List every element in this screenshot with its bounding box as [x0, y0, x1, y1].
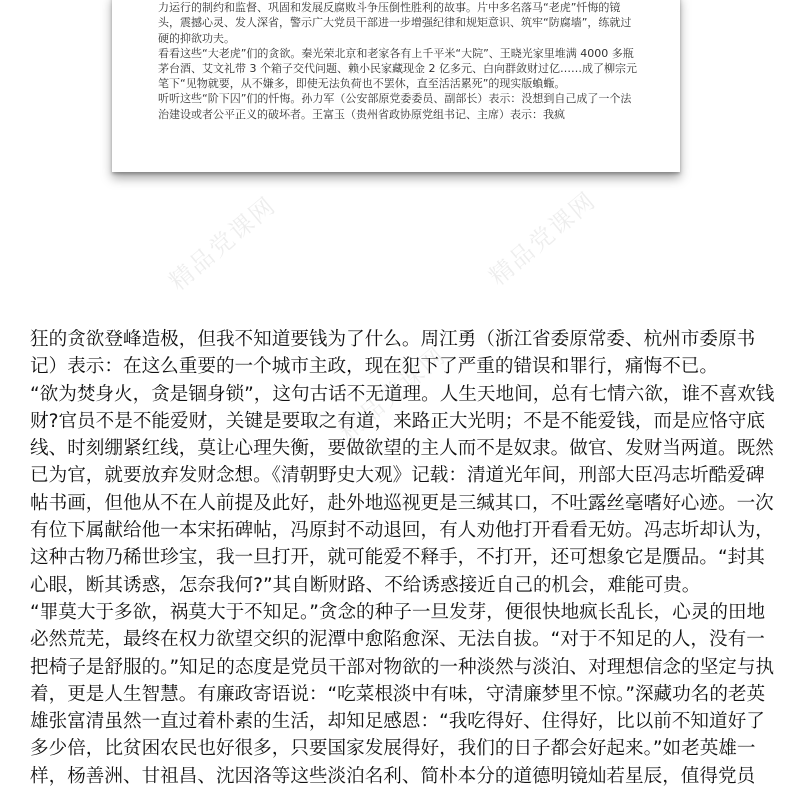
watermark: 精品党课网	[163, 191, 282, 297]
body-paragraph: 狂的贪欲登峰造极，但我不知道要钱为了什么。周江勇（浙江省委原常委、杭州市委原书记）表示：在这么重要的一个城市主政，现在犯下了严重的错误和罪行，痛悔不已。	[30, 329, 756, 378]
preview-paragraph: 力运行的制约和监督、巩固和发展反腐败斗争压倒性胜利的故事。片中多名落马“老虎”忏悔的镜头，震撼心灵、发人深省，警示广大党员干部进一步增强纪律和规矩意识、筑牢“防腐墙”，练就过硬的抑欲功夫。	[158, 1, 632, 45]
document-body	[30, 326, 778, 790]
body-paragraph: “罪莫大于多欲，祸莫大于不知足。”贪念的种子一旦发芽，便很快地疯长乱长，心灵的田地必然荒芜，最终在权力欲望交织的泥潭中愈陷愈深、无法自拔。“对于不知足的人，没有一把椅子是舒服的。”知足的态度是党员干部对物欲的一种淡然与淡泊、对理想信念的坚定与执着，更是人生智慧。有廉政寄语说：“吃菜根淡中有味，守清廉梦里不惊。”深藏功名的老英雄张富清虽然一直过着朴素的生活，却知足感恩：“我吃得好、住得好，比以前不知道好了多少倍，比贫困农民也好很多，只要国家发展得好，我们的日子都会好起来。”如老英雄一样，杨善洲、甘祖昌、沈因洛等这些淡泊名利、简朴本分的道德明镜灿若星辰，值得党员	[30, 601, 775, 787]
watermark: 精品党课网	[333, 341, 452, 447]
preview-paragraph: 看看这些“大老虎”们的贪欲。秦光荣北京和老家各有上千平米“大院”、王晓光家里堆满 4000 多瓶茅台酒、艾文礼带 3 个箱子交代问题、赖小民家藏现金 2 亿多元、白向群敛财过亿……成了柳宗元笔下“见物就要，从不嫌多，即使无法负荷也不罢休，直至活活累死”的现实版蝜蝂。	[158, 46, 637, 91]
previous-page-preview	[112, 0, 680, 172]
preview-paragraph: 听听这些“阶下囚”们的忏悔。孙力军（公安部原党委委员、副部长）表示：没想到自己成了一个法治建设或者公平正义的破坏者。王富玉（贵州省政协原党组书记、主席）表示：我疯	[158, 92, 632, 121]
body-paragraph: “欲为焚身火，贪是锢身锁”，这句古话不无道理。人生天地间，总有七情六欲，谁不喜欢钱财?官员不是不能爱财，关键是要取之有道，来路正大光明；不是不能爱钱，而是应恪守底线、时刻绷紧红线，莫让心理失衡，要做欲望的主人而不是奴隶。做官、发财当两道。既然已为官，就要放弃发财念想。《清朝野史大观》记载：清道光年间，刑部大臣冯志圻酷爱碑帖书画，但他从不在人前提及此好，赴外地巡视更是三缄其口，不吐露丝毫嗜好心迹。一次有位下属献给他一本宋拓碑帖，冯原封不动退回，有人劝他打开看看无妨。冯志圻却认为，这种古物乃稀世珍宝，我一旦打开，就可能爱不释手，不打开，还可想象它是赝品。“封其心眼，断其诱惑，怎奈我何?”其自断财路、不给诱惑接近自己的机会，难能可贵。	[30, 383, 775, 596]
preview-text	[158, 0, 638, 122]
watermark: 精品党课网	[483, 186, 602, 292]
